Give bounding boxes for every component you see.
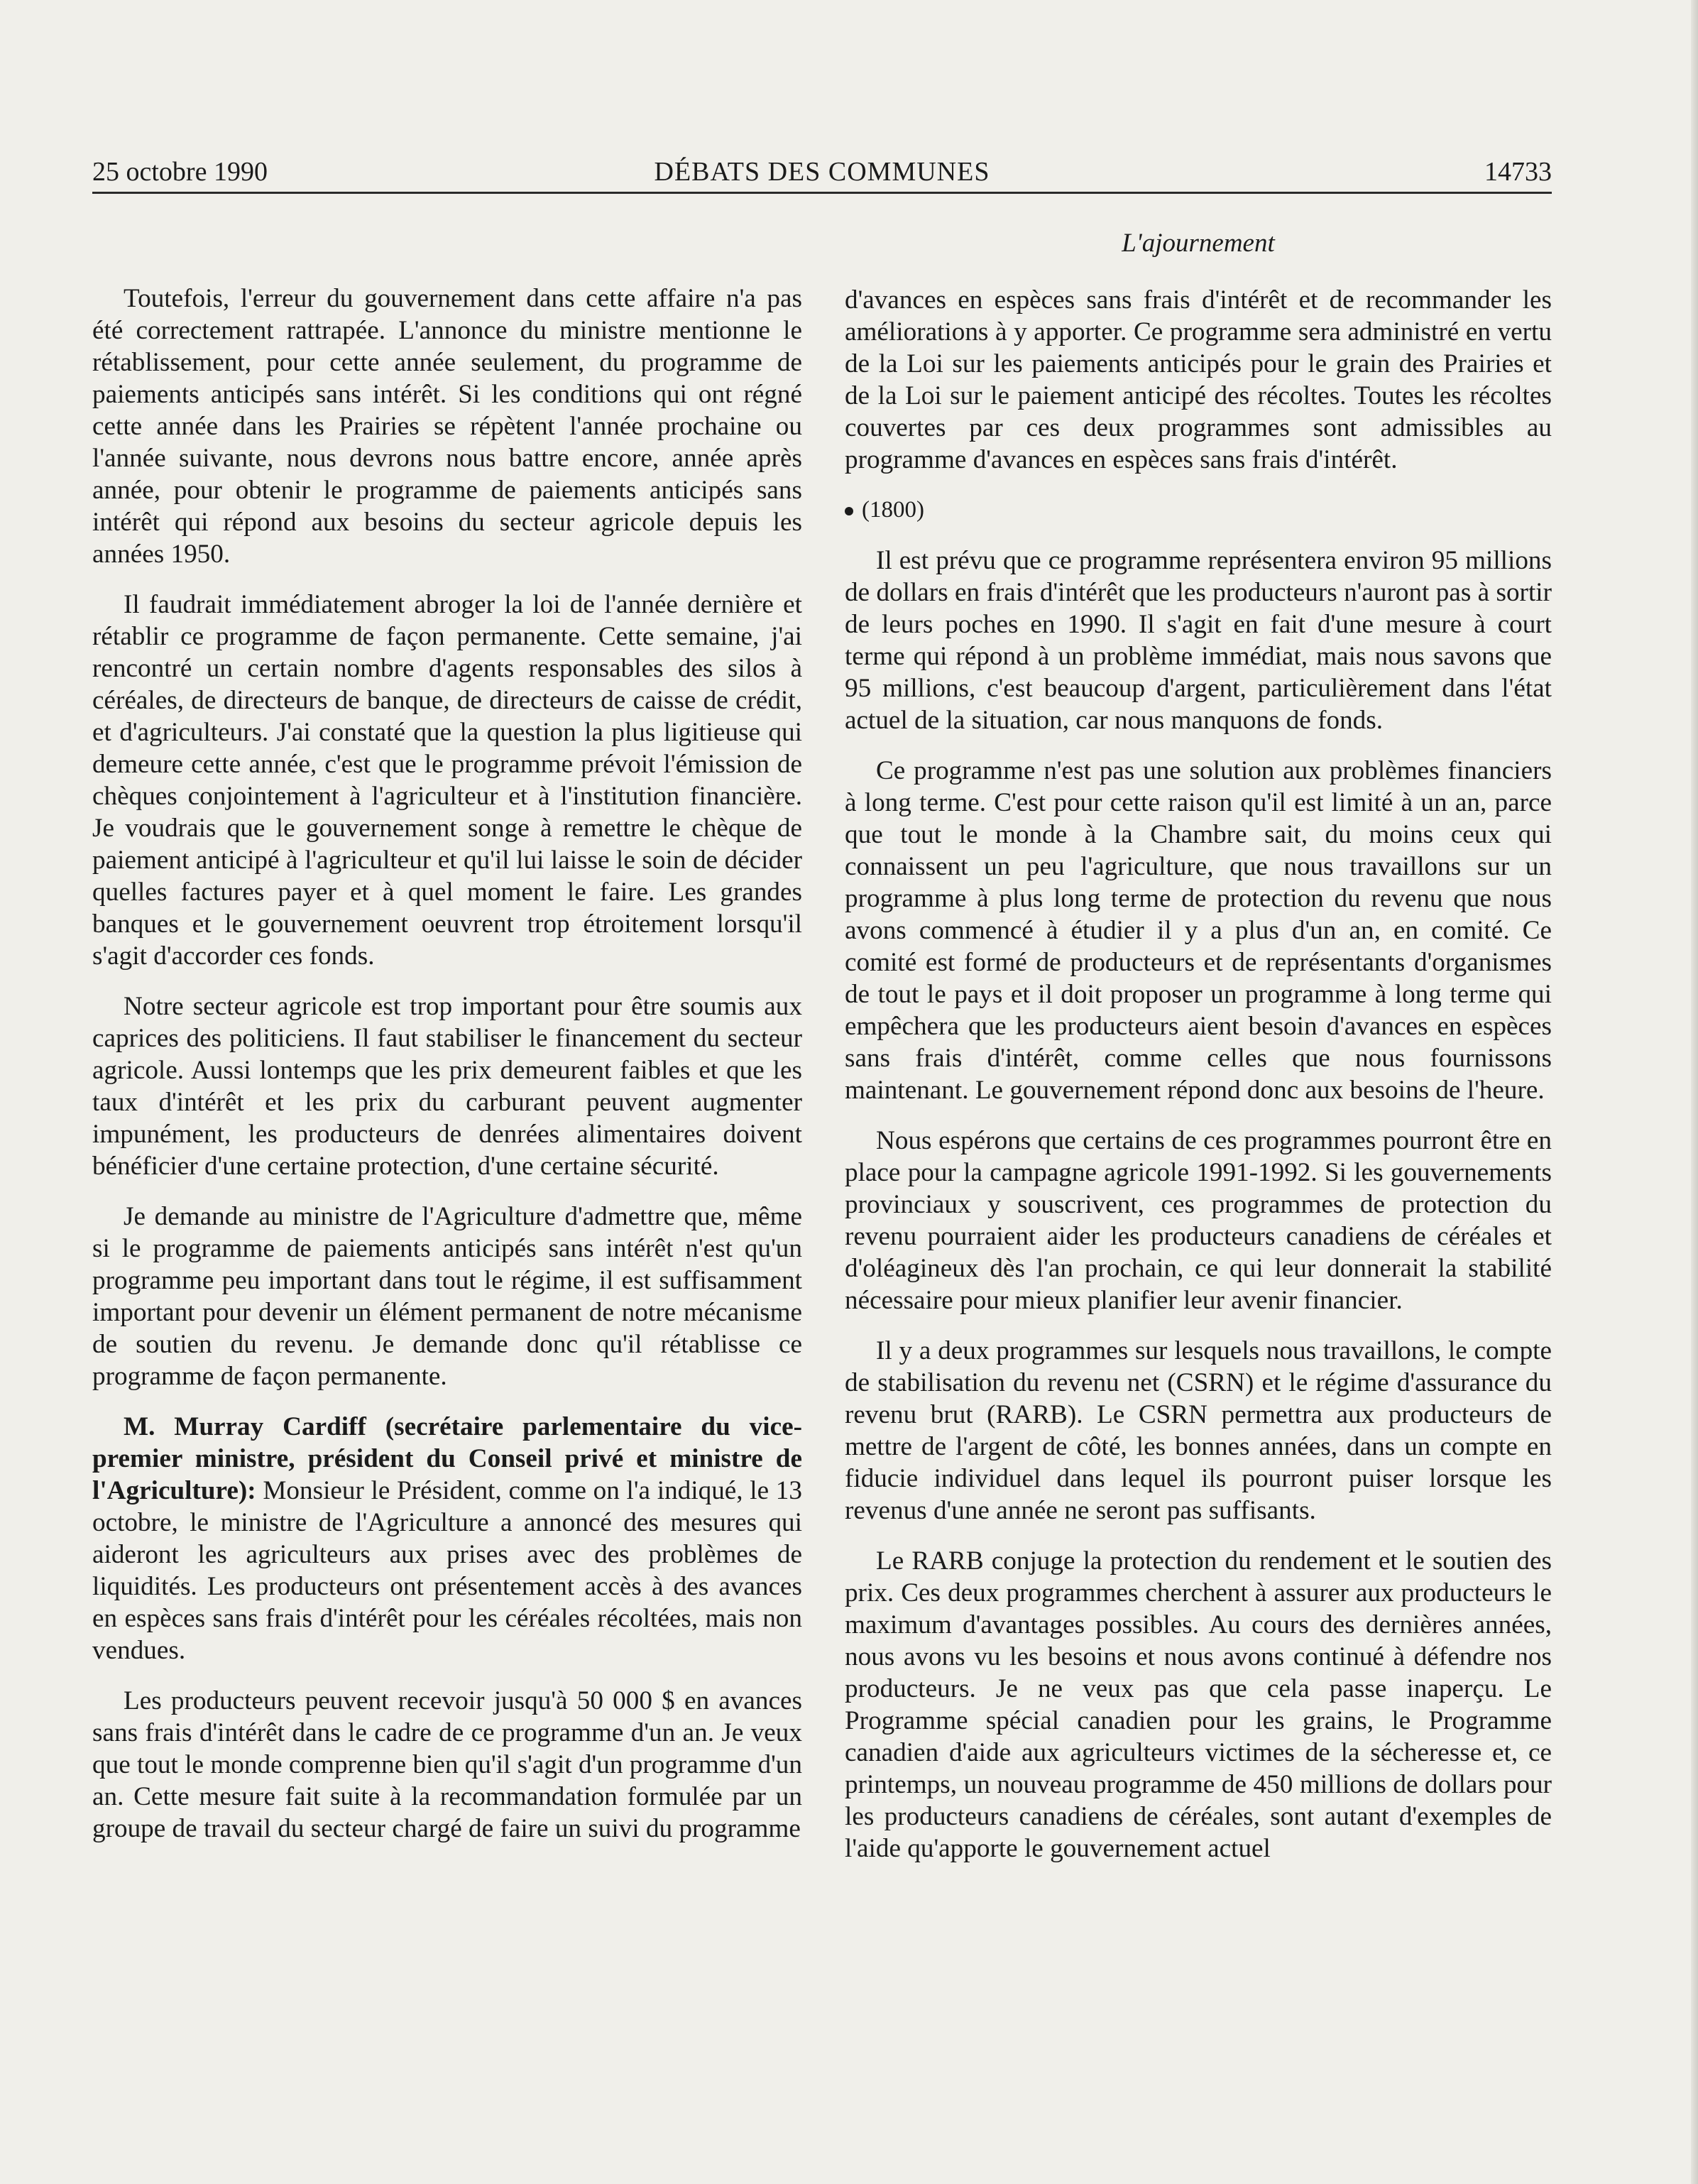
- section-title: L'ajournement: [1122, 229, 1275, 258]
- continuation-paragraph: d'avances en espèces sans frais d'intérêt et de recommander les améliorations à y apporter. Ce programme sera administré en vertu de la Loi sur les paiements anticipés pour le grain des Prairies et de la Loi sur le paiement anticipé des récoltes. Toutes les récoltes couvertes par ces deux programmes sont admissibles au programme d'avances en espèces sans frais d'intérêt.: [845, 285, 1552, 474]
- header-title: DÉBATS DES COMMUNES: [654, 157, 990, 187]
- header-date: 25 octobre 1990: [92, 157, 268, 187]
- paragraph: Le RARB conjuge la protection du rendement et le soutien des prix. Ces deux programmes cherchent à assurer aux producteurs le maximum d'avantages possibles. Au cours des dernières années, nous avons vu les besoins et nous avons continué à défendre nos producteurs. Je ne veux pas que cela passe inaperçu. Le Programme spécial canadien pour les grains, le Programme canadien d'aide aux agriculteurs victimes de la sécheresse et, ce printemps, un nouveau programme de 450 millions de dollars pour les producteurs canadiens de céréales, sont autant d'exemples de l'aide qu'apporte le gouvernement actuel: [845, 1546, 1552, 1863]
- bullet-icon: [845, 507, 853, 515]
- paragraph: Notre secteur agricole est trop important pour être soumis aux caprices des politiciens. Il faut stabiliser le financement du secteur agricole. Aussi lontemps que les prix demeurent faibles et que les taux d'intérêt et les prix du carburant peuvent augmenter impunément, les producteurs de denrées alimentaires doivent bénéficier d'une certaine protection, d'une certaine sécurité.: [92, 992, 802, 1181]
- header-page-number: 14733: [1484, 157, 1552, 187]
- paragraph: Je demande au ministre de l'Agriculture d'admettre que, même si le programme de paiements anticipés sans intérêt n'est qu'un programme peu important dans tout le régime, il est suffisamment important pour devenir un élément permanent de notre mécanisme de soutien du revenu. Je demande donc qu'il rétablisse ce programme de façon permanente.: [92, 1202, 802, 1391]
- paragraph: Il y a deux programmes sur lesquels nous travaillons, le compte de stabilisation du revenu net (CSRN) et le régime d'assurance du revenu brut (RARB). Le CSRN permettra aux producteurs de mettre de l'argent de côté, les bonnes années, dans un compte en fiducie individuel dans lequel ils pourront puiser lorsque les revenus d'une année ne seront pas suffisants.: [845, 1336, 1552, 1525]
- paragraph: Toutefois, l'erreur du gouvernement dans cette affaire n'a pas été correctement rattrapée. L'annonce du ministre mentionne le rétablissement, pour cette année seulement, du programme de paiements anticipés sans intérêt. Si les conditions qui ont régné cette année dans les Prairies se répètent l'année prochaine ou l'année suivante, nous devrons nous battre encore, année après année, pour obtenir le programme de paiements anticipés sans intérêt qui répond aux besoins du secteur agricole depuis les années 1950.: [92, 284, 802, 569]
- speaker-paragraph: [92, 1411, 802, 1666]
- page-header: [92, 152, 1552, 194]
- page-edge: [1691, 0, 1698, 2184]
- right-column: [845, 284, 1552, 1883]
- speaker-text: Monsieur le Président, comme on l'a indiqué, le 13 octobre, le ministre de l'Agriculture a annoncé des mesures qui aideront les agriculteurs aux prises avec des problèmes de liquidités. Les producteurs ont présentement accès à des avances en espèces sans frais d'intérêt pour les céréales récoltées, mais non vendues.: [92, 1476, 802, 1665]
- speaker-name: M. Murray Cardiff (secrétaire parlementaire du vice-premier ministre, président du Conseil privé et ministre de l'Agriculture):: [92, 1412, 802, 1505]
- left-column: [92, 283, 802, 1863]
- paragraph: Nous espérons que certains de ces programmes pourront être en place pour la campagne agricole 1991-1992. Si les gouvernements provinciaux y souscrivent, ces programmes de protection du revenu pourraient aider les producteurs canadiens de céréales et d'oléagineux dès l'an prochain, ce qui leur donnerait la stabilité nécessaire pour mieux planifier leur avenir financier.: [845, 1126, 1552, 1315]
- timestamp: [845, 494, 1552, 526]
- paragraph: Les producteurs peuvent recevoir jusqu'à 50 000 $ en avances sans frais d'intérêt dans le cadre de ce programme d'un an. Je veux que tout le monde comprenne bien qu'il s'agit d'un programme d'un an. Cette mesure fait suite à la recommandation formulée par un groupe de travail du secteur chargé de faire un suivi du programme: [92, 1686, 802, 1843]
- paragraph: Il est prévu que ce programme représentera environ 95 millions de dollars en frais d'intérêt que les producteurs n'auront pas à sortir de leurs poches en 1990. Il s'agit en fait d'une mesure à court terme qui répond à un problème immédiat, mais nous savons que 95 millions, c'est beaucoup d'argent, particulièrement dans l'état actuel de la situation, car nous manquons de fonds.: [845, 546, 1552, 735]
- timestamp-text: (1800): [862, 497, 924, 523]
- paragraph: Ce programme n'est pas une solution aux problèmes financiers à long terme. C'est pour cette raison qu'il est limité à un an, parce que tout le monde à la Chambre sait, du moins ceux qui connaissent un peu l'agriculture, que nous travaillons sur un programme à plus long terme de protection du revenu que nous avons commencé à étudier il y a plus d'un an, en comité. Ce comité est formé de producteurs et de représentants d'organismes de tout le pays et il doit proposer un programme à long terme qui empêchera que les producteurs aient besoin d'avances en espèces sans frais d'intérêt, comme celles que nous fournissons maintenant. Le gouvernement répond donc aux besoins de l'heure.: [845, 756, 1552, 1105]
- paragraph: Il faudrait immédiatement abroger la loi de l'année dernière et rétablir ce programme de façon permanente. Cette semaine, j'ai rencontré un certain nombre d'agents responsables des silos à céréales, de directeurs de banque, de directeurs de caisse de crédit, et d'agriculteurs. J'ai constaté que la question la plus ligitieuse qui demeure cette année, c'est que le programme prévoit l'émission de chèques conjointement à l'agriculteur et à l'institution financière. Je voudrais que le gouvernement songe à remettre le chèque de paiement anticipé à l'agriculteur et qu'il lui laisse le soin de décider quelles factures payer et à quel moment le faire. Les grandes banques et le gouvernement oeuvrent trop étroitement lorsqu'il s'agit d'accorder ces fonds.: [92, 590, 802, 971]
